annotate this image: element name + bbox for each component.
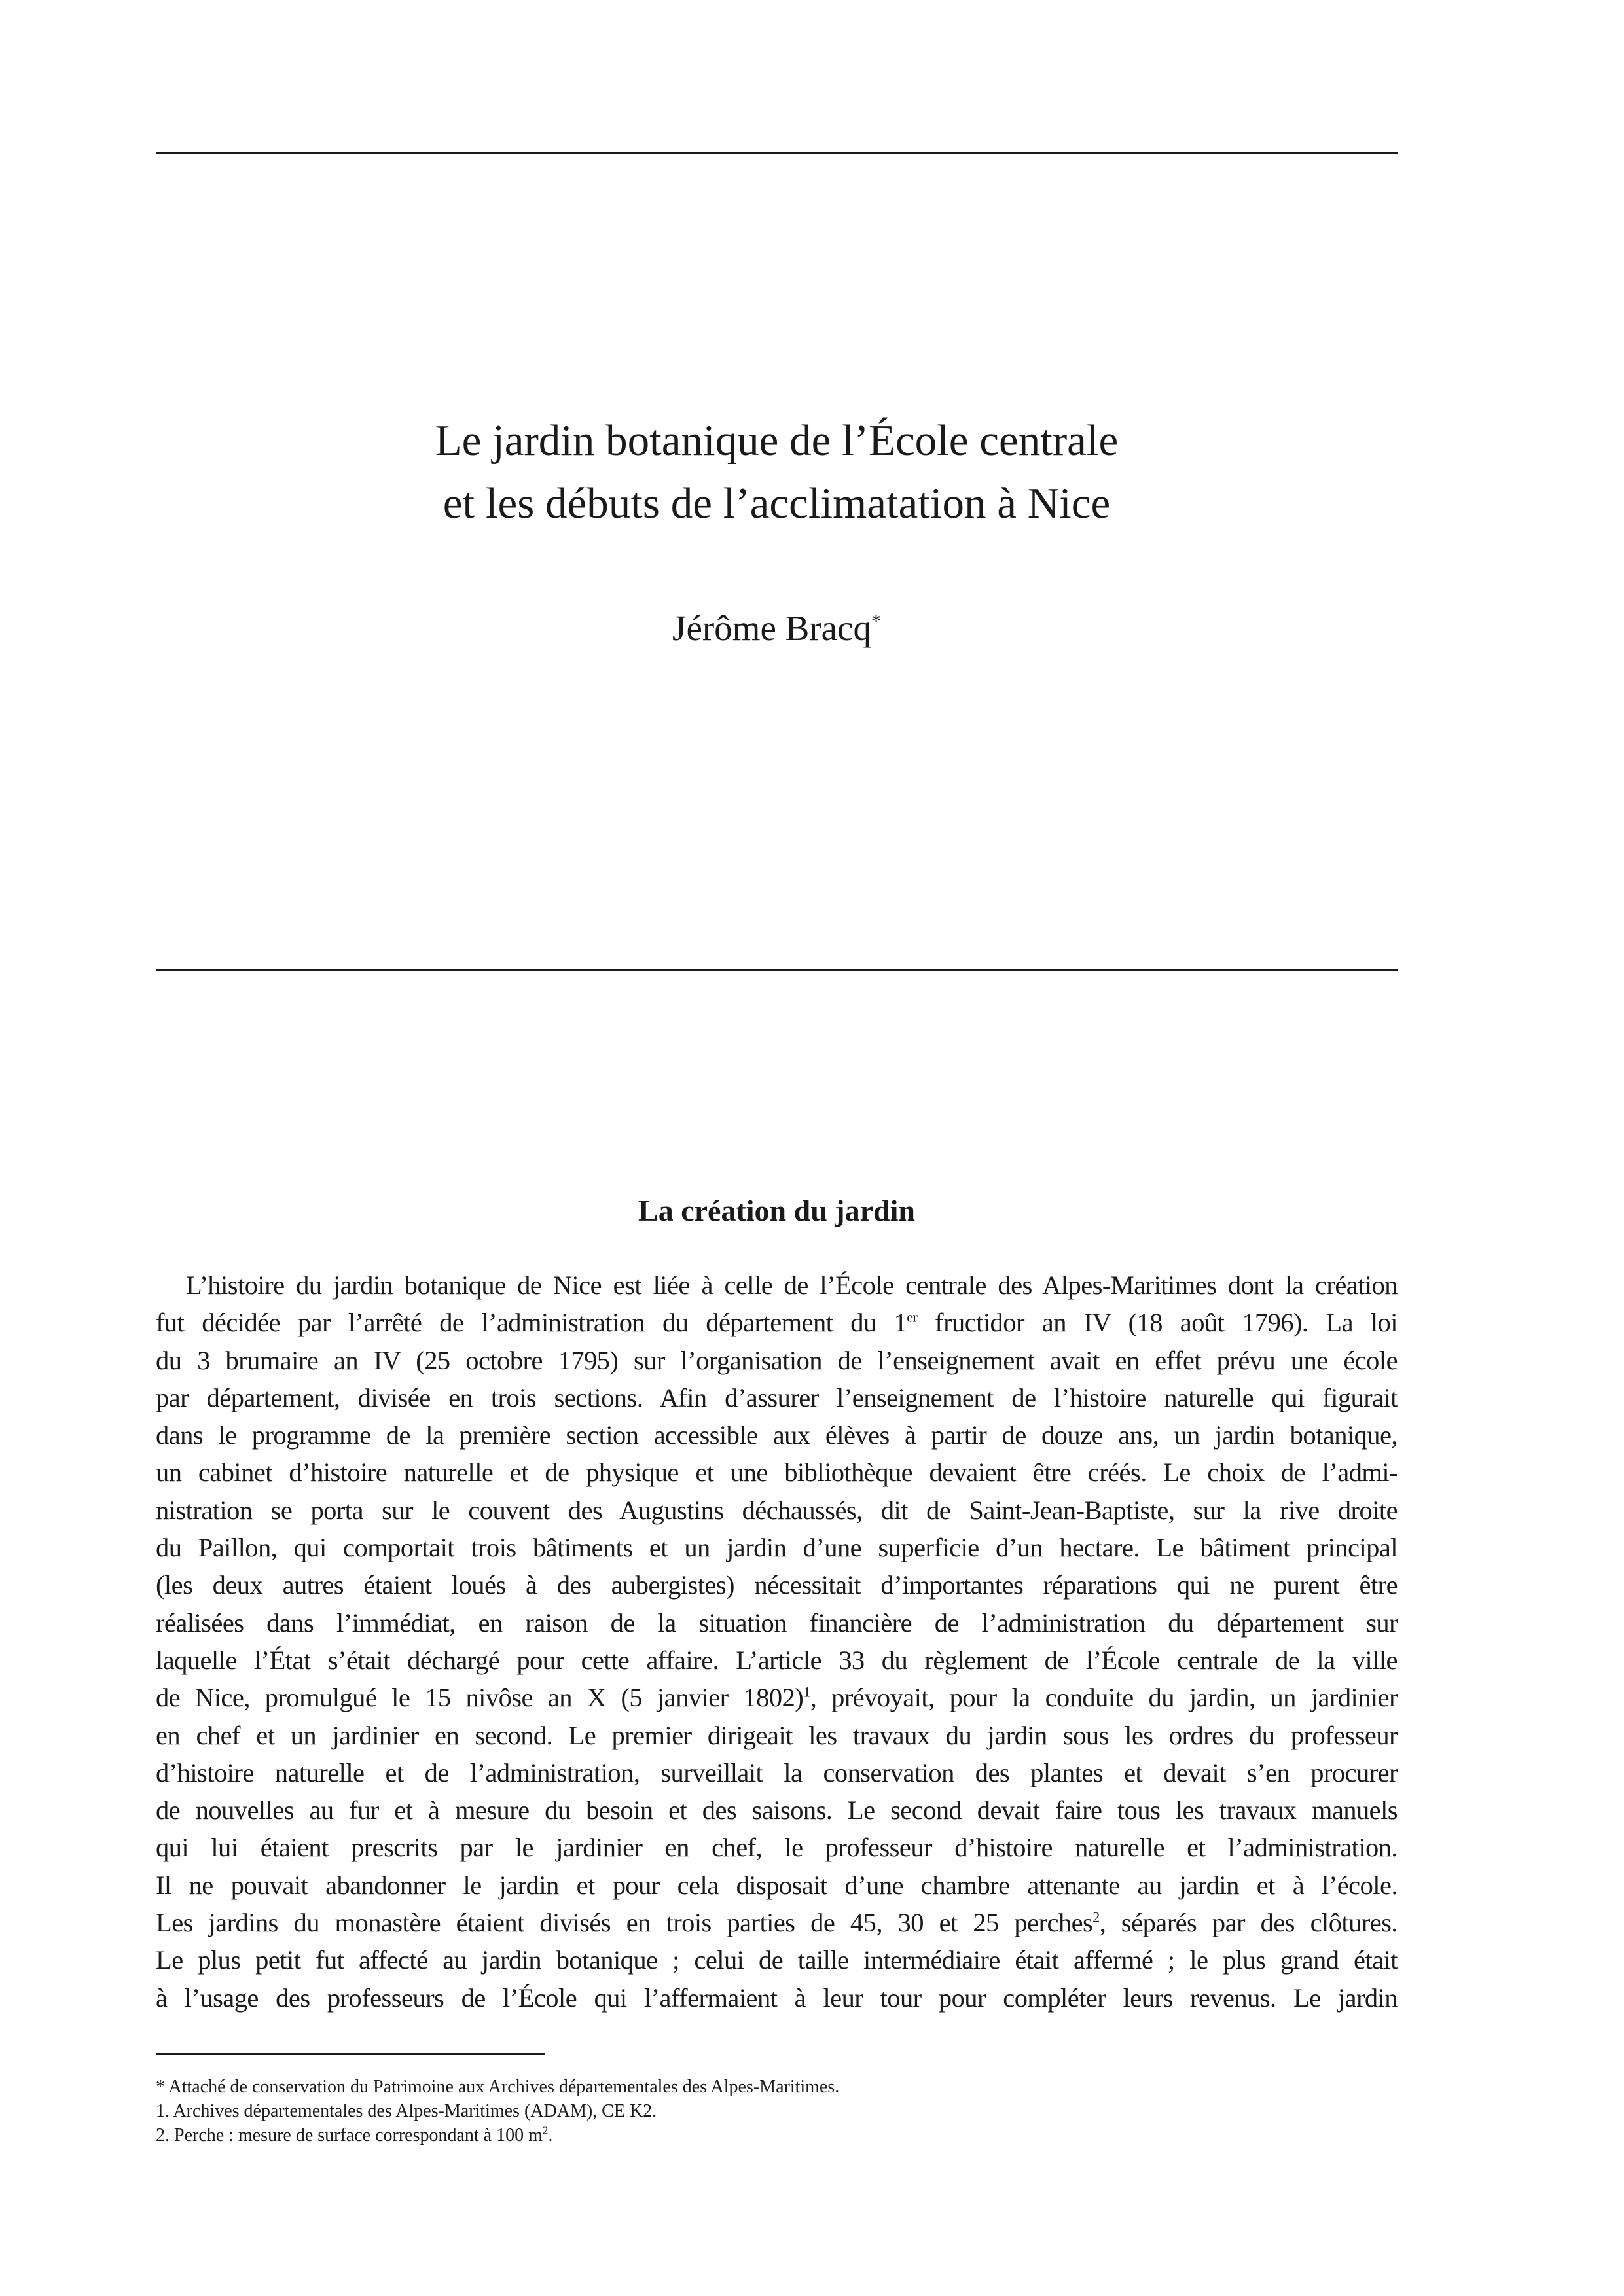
superscript: er [907,1308,918,1325]
body-line: fut décidée par l’arrêté de l’administration du département du 1er fructidor an IV (18 août 1796). La loi [156,1308,1398,1338]
title-separator-rule [156,969,1398,971]
body-line: laquelle l’État s’était déchargé pour cette affaire. L’article 33 du règlement de l’École centrale de la ville [156,1645,1398,1675]
footnote-ref-2[interactable]: 2 [1092,1909,1100,1926]
footnote-ref-1[interactable]: 1 [803,1683,810,1700]
title-line-2: et les débuts de l’acclimatation à Nice [442,479,1111,528]
footnote-2: 2. Perche : mesure de surface correspondant à 100 $m^2$. [156,2124,553,2145]
title-line-1: Le jardin botanique de l’École centrale [435,416,1119,465]
body-line: à l’usage des professeurs de l’École qui l’affermaient à leur tour pour compléter leurs revenus. Le jardin [156,1982,1398,2013]
section-heading: La création du jardin [638,1194,915,1227]
article-title [156,409,1398,535]
body-line: par département, divisée en trois sections. Afin d’assurer l’enseignement de l’histoire naturelle qui figurait [156,1382,1398,1412]
body-line: (les deux autres étaient loués à des aubergistes) nécessitait d’importantes réparations qui ne purent être [156,1570,1398,1600]
body-line: de nouvelles au fur et à mesure du besoin et des saisons. Le second devait faire tous les travaux manuels [156,1795,1398,1825]
author-footnote-marker: * [871,610,881,632]
body-line: Le plus petit fut affecté au jardin botanique ; celui de taille intermédiaire était affermé ; le plus grand était [156,1945,1398,1975]
footnote-star: * Attaché de conservation du Patrimoine aux Archives départementales des Alpes-Maritimes. [156,2077,840,2097]
body-line: de Nice, promulgué le 15 nivôse an X (5 janvier 1802)$^1$, prévoyait, pour la conduite du jardin, un jardinier [156,1683,1398,1713]
author-name: Jérôme Bracq [672,608,871,648]
body-line: du 3 brumaire an IV (25 octobre 1795) sur l’organisation de l’enseignement avait en effet prévu une école [156,1345,1398,1375]
body-line: du Paillon, qui comportait trois bâtiments et un jardin d’une superficie d’un hectare. Le bâtiment principal [156,1533,1398,1563]
body-line: d’histoire naturelle et de l’administration, surveillait la conservation des plantes et devait s’en procurer [156,1757,1398,1787]
footnote-1: 1. Archives départementales des Alpes-Maritimes (ADAM), CE K2. [156,2101,657,2121]
body-line: Il ne pouvait abandonner le jardin et pour cela disposait d’une chambre attenante au jardin et à l’école. [156,1870,1398,1900]
body-line: en chef et un jardinier en second. Le premier dirigeait les travaux du jardin sous les ordres du professeur [156,1720,1398,1750]
body-line: qui lui étaient prescrits par le jardinier en chef, le professeur d’histoire naturelle et l’administration. [156,1833,1398,1863]
footnotes [156,2075,1398,2147]
body-line: Les jardins du monastère étaient divisés en trois parties de 45, 30 et 25 perches$^2$, séparés par des clôtures. [156,1908,1398,1938]
body-line: dans le programme de la première section accessible aux élèves à partir de douze ans, un jardin botanique, [156,1420,1398,1450]
footnote-rule [156,2053,545,2055]
body-line: L’histoire du jardin botanique de Nice est liée à celle de l’École centrale des Alpes-Maritimes dont la création [186,1270,1398,1300]
superscript: 2 [542,2124,549,2137]
author [156,605,1398,651]
body-line: un cabinet d’histoire naturelle et de physique et une bibliothèque devaient être créés. Le choix de l’admi- [156,1458,1398,1488]
body-paragraph [156,1266,1398,2017]
top-rule [156,152,1398,154]
body-line: nistration se porta sur le couvent des Augustins déchaussés, dit de Saint-Jean-Baptiste, sur la rive droite [156,1495,1398,1525]
body-line: réalisées dans l’immédiat, en raison de la situation financière de l’administration du département sur [156,1607,1398,1638]
